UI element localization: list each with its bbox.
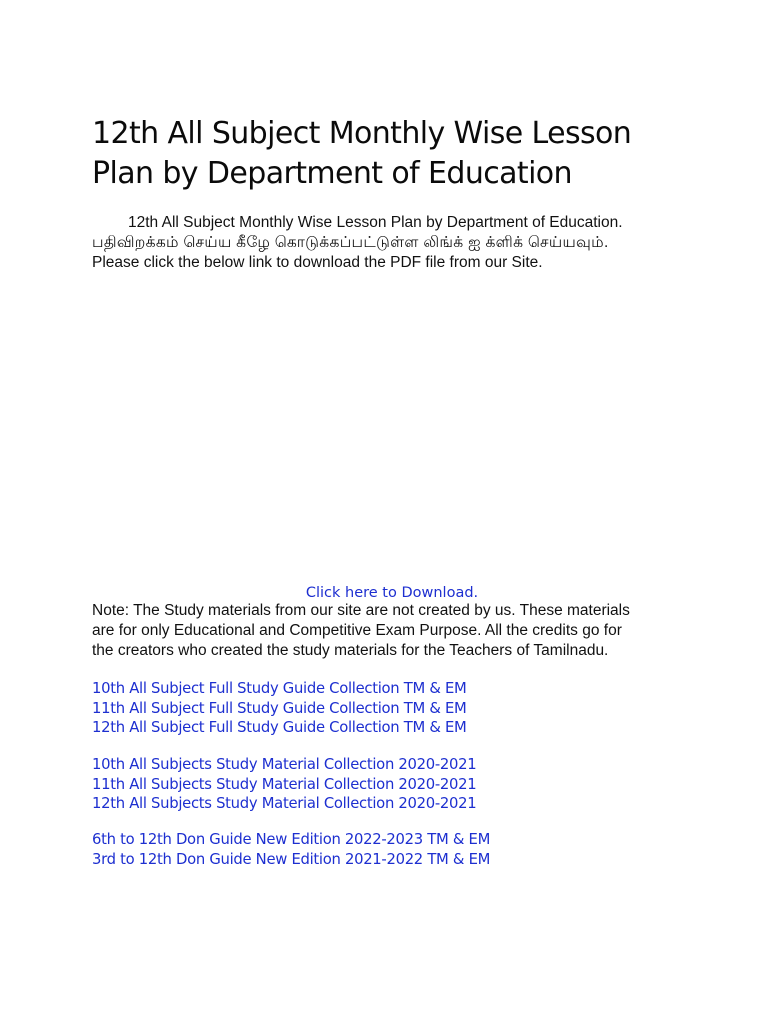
- page-title-line-2: Plan by Department of Education: [92, 156, 572, 191]
- download-link[interactable]: Click here to Download.: [305, 585, 479, 601]
- note-line-1: Note: The Study materials from our site are not created by us. These materials: [92, 602, 630, 619]
- link-3rd-to-12th-don-guide[interactable]: 3rd to 12th Don Guide New Edition 2021-2022 TM & EM: [92, 850, 491, 868]
- link-12th-study-material[interactable]: 12th All Subjects Study Material Collection 2020-2021: [92, 795, 477, 812]
- note-line-3: the creators who created the study materials for the Teachers of Tamilnadu.: [92, 642, 609, 659]
- study-material-links: [92, 755, 692, 814]
- page-title: [92, 114, 682, 194]
- don-guide-links: [92, 830, 692, 869]
- link-11th-study-guide[interactable]: 11th All Subject Full Study Guide Collection TM & EM: [92, 699, 467, 717]
- intro-line-1: 12th All Subject Monthly Wise Lesson Plan by Department of Education.: [128, 214, 623, 231]
- note-line-2: are for only Educational and Competitive Exam Purpose. All the credits go for: [92, 622, 622, 639]
- intro-line-3: Please click the below link to download the PDF file from our Site.: [92, 254, 543, 271]
- link-10th-study-guide[interactable]: 10th All Subject Full Study Guide Collection TM & EM: [92, 680, 467, 697]
- link-12th-study-guide[interactable]: 12th All Subject Full Study Guide Collection TM & EM: [92, 719, 467, 736]
- intro-line-tamil: பதிவிறக்கம் செய்ய கீழே கொடுக்கப்பட்டுள்ள லிங்க் ஐ க்ளிக் செய்யவும்.: [92, 234, 609, 251]
- link-6th-to-12th-don-guide[interactable]: 6th to 12th Don Guide New Edition 2022-2023 TM & EM: [92, 831, 491, 848]
- intro-paragraph: [92, 213, 692, 273]
- link-11th-study-material[interactable]: 11th All Subjects Study Material Collection 2020-2021: [92, 775, 477, 793]
- page-title-line-1: 12th All Subject Monthly Wise Lesson: [92, 116, 632, 151]
- link-10th-study-material[interactable]: 10th All Subjects Study Material Collection 2020-2021: [92, 756, 477, 773]
- study-guide-links: [92, 679, 692, 738]
- note-paragraph: [92, 601, 692, 661]
